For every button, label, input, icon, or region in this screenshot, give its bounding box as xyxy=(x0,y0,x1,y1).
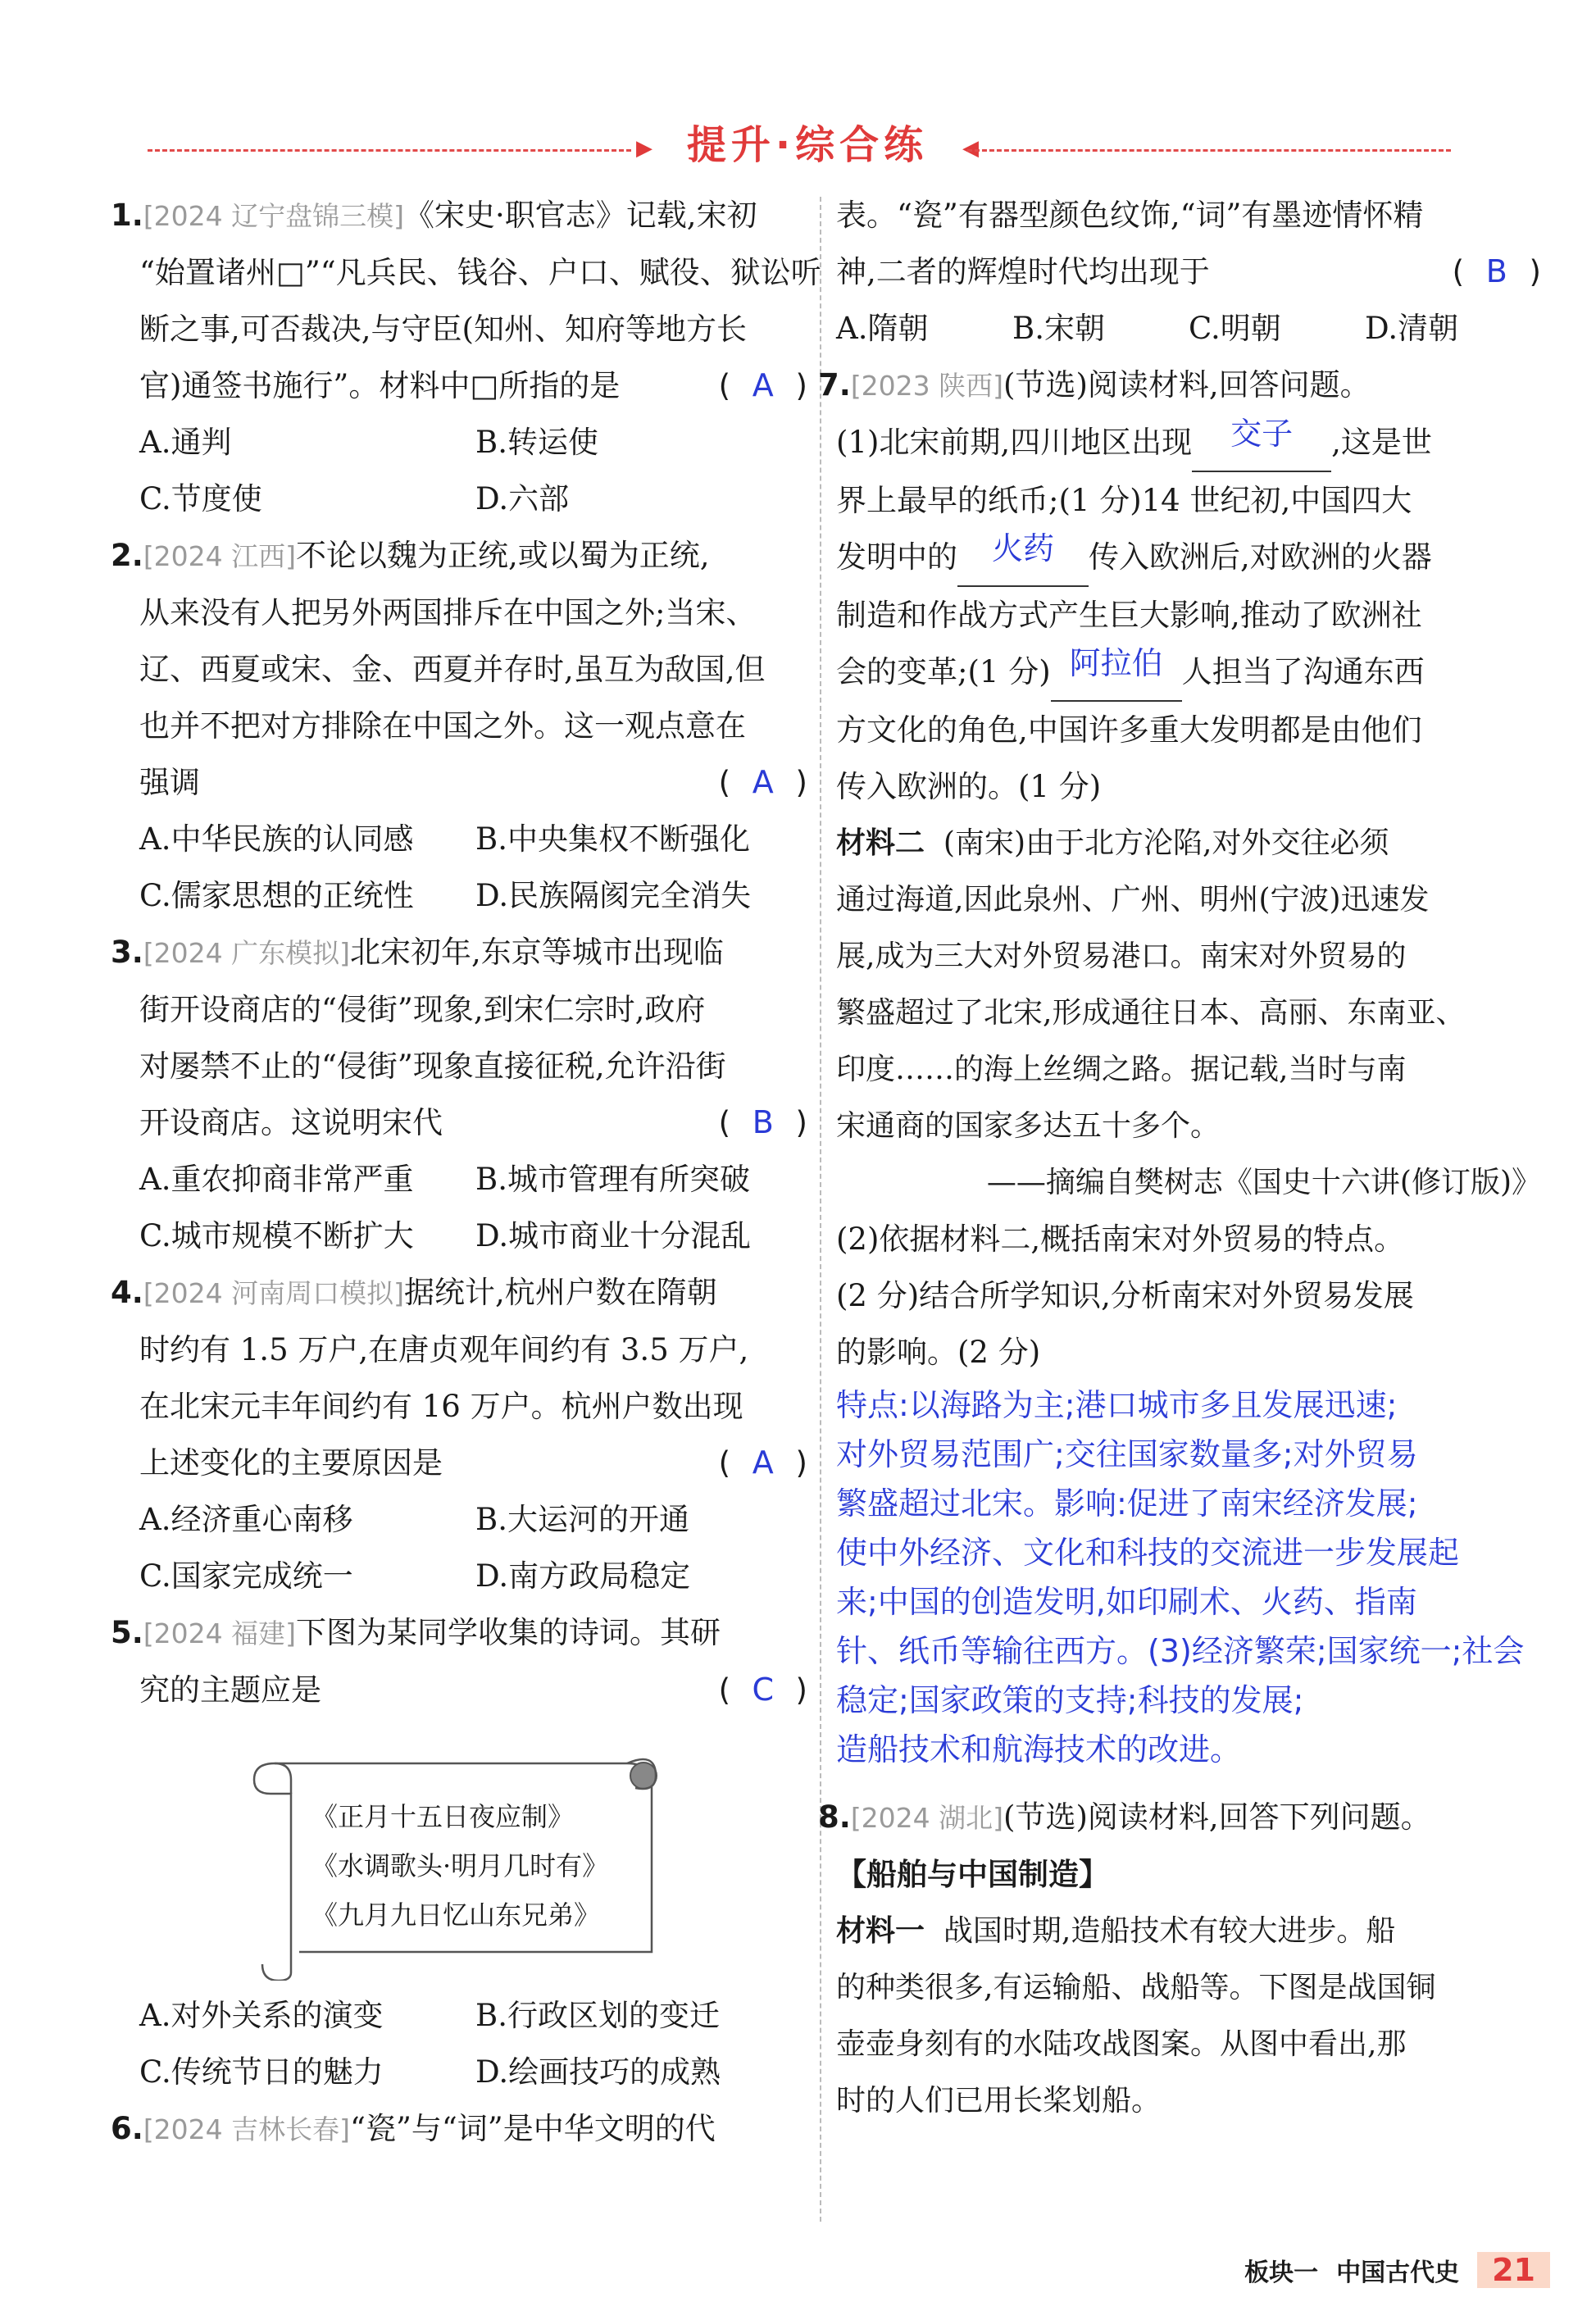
material-label: 材料二 xyxy=(836,826,925,860)
poem-list xyxy=(311,1792,608,1940)
question-text: 北宋初年,东京等城市出现临 xyxy=(350,935,724,970)
handwritten-answer: A xyxy=(752,1444,774,1481)
question-text: 开设商店。这说明宋代 xyxy=(139,1105,443,1140)
header-dash-left xyxy=(148,149,631,152)
option-d: D.绘画技巧的成熟 xyxy=(475,2054,721,2090)
question-text: 人担当了沟通东西 xyxy=(1181,654,1425,689)
right-column xyxy=(818,187,1541,2129)
handwritten-line: 稳定;国家政策的支持;科技的发展; xyxy=(836,1682,1304,1718)
question-3 xyxy=(111,924,807,1264)
material-1 xyxy=(836,1903,1541,2129)
question-text: 制造和作战方式产生巨大影响,推动了欧洲社 xyxy=(836,598,1422,633)
handwritten-line: 繁盛超过北宋。影响:促进了南宋经济发展; xyxy=(836,1485,1418,1522)
question-text: 表。“瓷”有器型颜色纹饰,“词”有墨迹情怀精 xyxy=(836,198,1424,233)
question-5 xyxy=(111,1604,807,2100)
question-text: 据统计,杭州户数在隋朝 xyxy=(404,1275,717,1310)
handwritten-answer: 火药 xyxy=(991,530,1054,566)
handwritten-answer: C xyxy=(752,1672,775,1708)
handwritten-line: 针、纸币等输往西方。(3)经济繁荣;国家统一;社会 xyxy=(836,1633,1525,1669)
question-number: 1. xyxy=(111,198,143,233)
material-text: 壶壶身刻有的水陆攻战图案。从图中看出,那 xyxy=(836,2027,1407,2061)
option-c: C.传统节日的魅力 xyxy=(139,2054,384,2090)
question-text: (节选)阅读材料,回答问题。 xyxy=(1003,367,1371,403)
question-source: [2024 广东模拟] xyxy=(143,937,351,969)
question-8 xyxy=(818,1789,1541,2129)
question-text: ,这是世 xyxy=(1331,425,1432,460)
material-text: 繁盛超过了北宋,形成通往日本、高丽、东南亚、 xyxy=(836,996,1466,1030)
question-number: 3. xyxy=(111,935,143,970)
option-b: B.城市管理有所突破 xyxy=(475,1162,750,1197)
handwritten-answer: A xyxy=(752,764,774,800)
question-text: 断之事,可否裁决,与守臣(知州、知府等地方长 xyxy=(139,312,747,347)
material-label: 材料一 xyxy=(836,1914,925,1948)
question-text: (2)依据材料二,概括南宋对外贸易的特点。 xyxy=(836,1221,1405,1257)
material-text: 印度……的海上丝绸之路。据记载,当时与南 xyxy=(836,1053,1407,1086)
material-text: (南宋)由于北方沦陷,对外交往必须 xyxy=(943,826,1389,860)
answer-slot: ( A ) xyxy=(719,754,807,811)
question-text: 方文化的角色,中国许多重大发明都是由他们 xyxy=(836,712,1422,748)
question-text: 《宋史·职官志》记载,宋初 xyxy=(404,198,757,233)
option-c: C.节度使 xyxy=(139,481,262,516)
material-text: 的种类很多,有运输船、战船等。下图是战国铜 xyxy=(836,1971,1436,2004)
question-text: 界上最早的纸币;(1 分)14 世纪初,中国四大 xyxy=(836,483,1412,518)
poem-title: 《九月九日忆山东兄弟》 xyxy=(311,1899,601,1931)
question-source: [2023 陕西] xyxy=(850,370,1004,402)
option-c: C.城市规模不断扩大 xyxy=(139,1218,414,1253)
question-text: “始置诸州□”“凡兵民、钱谷、户口、赋役、狱讼听 xyxy=(139,255,821,290)
question-source: [2024 湖北] xyxy=(850,1802,1004,1834)
answer-slot: ( B ) xyxy=(1453,243,1541,300)
answer-slot: ( A ) xyxy=(719,1435,807,1491)
question-text: 时约有 1.5 万户,在唐贞观年间约有 3.5 万户, xyxy=(139,1332,749,1367)
question-1 xyxy=(111,187,821,527)
question-6-start xyxy=(111,2100,807,2158)
question-text: 不论以魏为正统,或以蜀为正统, xyxy=(296,538,710,573)
chevron-left-icon: ◀ xyxy=(962,136,979,161)
option-b: B.中央集权不断强化 xyxy=(475,821,750,857)
footer-section: 板块一 xyxy=(1244,2259,1319,2287)
page-footer xyxy=(1244,2252,1550,2288)
question-text: 强调 xyxy=(139,765,200,800)
handwritten-line: 对外贸易范围广;交往国家数量多;对外贸易 xyxy=(836,1436,1418,1472)
citation: ——摘编自樊树志《国史十六讲(修订版)》 xyxy=(986,1166,1541,1199)
handwritten-line: 来;中国的创造发明,如印刷术、火药、指南 xyxy=(836,1584,1417,1620)
question-text: (2 分)结合所学知识,分析南宋对外贸易发展 xyxy=(836,1278,1414,1313)
material-text: 通过海道,因此泉州、广州、明州(宁波)迅速发 xyxy=(836,883,1430,917)
question-text: 究的主题应是 xyxy=(139,1672,321,1708)
handwritten-answer-block xyxy=(836,1381,1541,1774)
option-c: C.儒家思想的正统性 xyxy=(139,878,414,913)
question-text: 发明中的 xyxy=(836,539,957,575)
question-text: 街开设商店的“侵街”现象,到宋仁宗时,政府 xyxy=(139,992,706,1027)
option-d: D.城市商业十分混乱 xyxy=(475,1218,752,1253)
option-a: A.对外关系的演变 xyxy=(139,1998,384,2033)
question-source: [2024 河南周口模拟] xyxy=(143,1277,405,1309)
question-text: 会的变革;(1 分) xyxy=(836,654,1051,689)
fill-blank-3 xyxy=(1051,644,1182,702)
header-dash-right xyxy=(967,149,1451,152)
handwritten-answer: 阿拉伯 xyxy=(1069,645,1163,681)
handwritten-line: 特点:以海路为主;港口城市多且发展迅速; xyxy=(836,1387,1398,1423)
handwritten-answer: A xyxy=(752,367,774,403)
option-a: A.经济重心南移 xyxy=(139,1502,353,1537)
answer-slot: ( C ) xyxy=(719,1662,807,1718)
answer-slot: ( A ) xyxy=(719,357,807,414)
question-7 xyxy=(818,357,1541,1774)
question-number: 6. xyxy=(111,2111,143,2146)
question-text: 传入欧洲的。(1 分) xyxy=(836,769,1102,804)
option-a: A.隋朝 xyxy=(836,311,929,346)
option-a: A.重农抑商非常严重 xyxy=(139,1162,414,1197)
page-number: 21 xyxy=(1477,2252,1550,2288)
question-text: “瓷”与“词”是中华文明的代 xyxy=(350,2111,716,2146)
question-text: 的影响。(2 分) xyxy=(836,1335,1041,1370)
question-text: 神,二者的辉煌时代均出现于 xyxy=(836,254,1210,289)
question-text: 辽、西夏或宋、金、西夏并存时,虽互为敌国,但 xyxy=(139,652,766,687)
poem-title: 《水调歌头·明月几时有》 xyxy=(311,1850,609,1881)
option-d: D.清朝 xyxy=(1365,311,1459,346)
question-2 xyxy=(111,527,807,924)
topic-tag: 【船舶与中国制造】 xyxy=(836,1857,1109,1892)
poem-scroll-figure xyxy=(242,1743,676,1981)
material-text: 展,成为三大对外贸易港口。南宋对外贸易的 xyxy=(836,939,1407,973)
option-a: A.通判 xyxy=(139,425,232,460)
handwritten-line: 造船技术和航海技术的改进。 xyxy=(836,1731,1242,1767)
question-source: [2024 吉林长春] xyxy=(143,2113,351,2145)
section-header xyxy=(148,107,1451,180)
question-number: 4. xyxy=(111,1275,143,1310)
material-text: 战国时期,造船技术有较大进步。船 xyxy=(943,1914,1396,1948)
question-source: [2024 辽宁盘锦三模] xyxy=(143,200,405,232)
question-text: 上述变化的主要原因是 xyxy=(139,1445,443,1481)
handwritten-answer: 交子 xyxy=(1230,416,1294,452)
option-d: D.南方政局稳定 xyxy=(475,1558,691,1594)
column-divider xyxy=(820,197,821,2222)
option-b: B.转运使 xyxy=(475,425,598,460)
question-number: 5. xyxy=(111,1615,143,1650)
option-d: D.六部 xyxy=(475,481,570,516)
question-number: 7. xyxy=(818,367,851,403)
option-d: D.民族隔阂完全消失 xyxy=(475,878,752,913)
question-text: 官)通签书施行”。材料中□所指的是 xyxy=(139,368,621,403)
material-2 xyxy=(836,815,1541,1154)
question-text: 对屡禁不止的“侵街”现象直接征税,允许沿街 xyxy=(139,1049,726,1084)
question-6-continued xyxy=(836,187,1541,357)
fill-blank-1 xyxy=(1192,414,1331,472)
option-b: B.宋朝 xyxy=(1012,311,1105,346)
answer-slot: ( B ) xyxy=(719,1094,807,1151)
material-text: 宋通商的国家多达五十多个。 xyxy=(836,1109,1221,1143)
option-a: A.中华民族的认同感 xyxy=(139,821,414,857)
handwritten-answer: B xyxy=(1485,253,1507,289)
question-text: (1)北宋前期,四川地区出现 xyxy=(836,425,1193,460)
poem-title: 《正月十五日夜应制》 xyxy=(311,1801,575,1832)
left-column xyxy=(111,187,821,2158)
option-c: C.明朝 xyxy=(1189,311,1281,346)
question-number: 2. xyxy=(111,538,143,573)
option-b: B.大运河的开通 xyxy=(475,1502,689,1537)
section-title: 提升·综合练 xyxy=(686,122,929,168)
question-text: 也并不把对方排除在中国之外。这一观点意在 xyxy=(139,708,746,744)
question-source: [2024 福建] xyxy=(143,1617,297,1649)
fill-blank-2 xyxy=(957,529,1089,587)
chevron-right-icon: ▶ xyxy=(636,136,652,161)
material-text: 时的人们已用长桨划船。 xyxy=(836,2084,1162,2118)
handwritten-answer: B xyxy=(752,1104,774,1140)
question-text: 下图为某同学收集的诗词。其研 xyxy=(296,1615,721,1650)
handwritten-line: 使中外经济、文化和科技的交流进一步发展起 xyxy=(836,1535,1460,1571)
question-text: 传入欧洲后,对欧洲的火器 xyxy=(1089,539,1432,575)
question-text: 从来没有人把另外两国排斥在中国之外;当宋、 xyxy=(139,595,757,630)
option-b: B.行政区划的变迁 xyxy=(475,1998,720,2033)
question-source: [2024 江西] xyxy=(143,540,297,572)
question-number: 8. xyxy=(818,1799,851,1835)
question-text: 在北宋元丰年间约有 16 万户。杭州户数出现 xyxy=(139,1389,743,1424)
question-4 xyxy=(111,1264,807,1604)
footer-subject: 中国古代史 xyxy=(1336,2259,1460,2287)
option-c: C.国家完成统一 xyxy=(139,1558,353,1594)
question-text: (节选)阅读材料,回答下列问题。 xyxy=(1003,1799,1431,1835)
